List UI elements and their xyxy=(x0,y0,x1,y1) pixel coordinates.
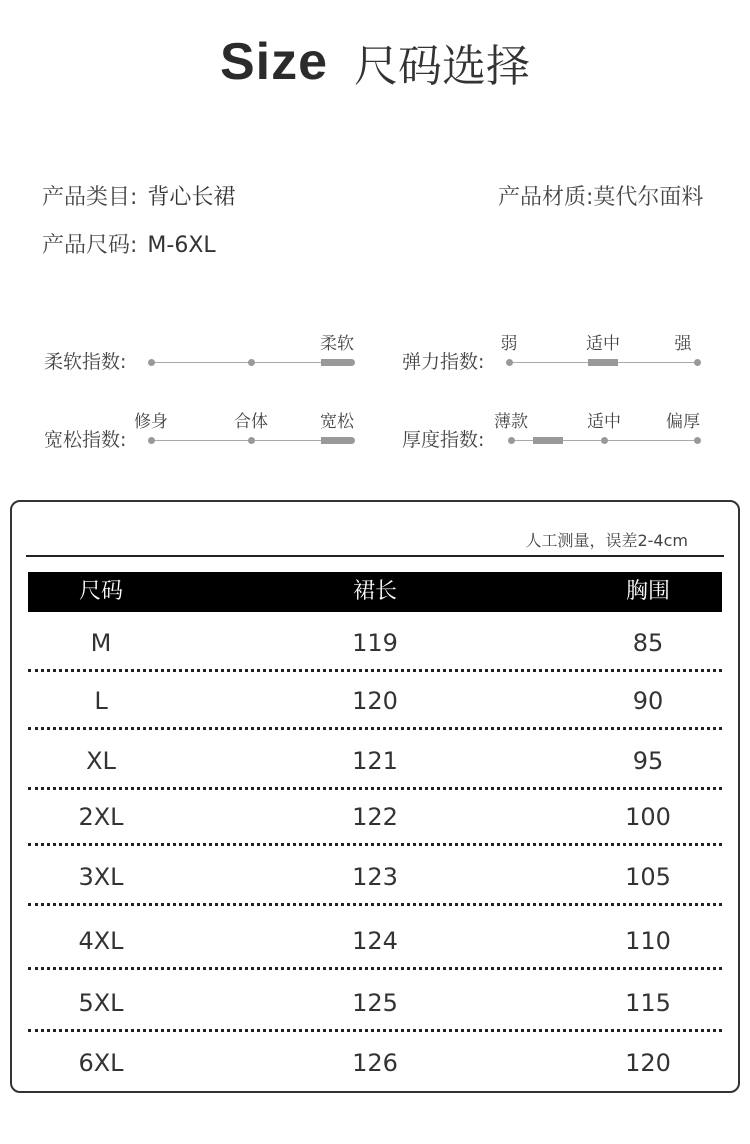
cell-length: 126 xyxy=(352,1049,398,1077)
measurement-note: 人工测量，误差2-4cm xyxy=(525,531,688,550)
table-row xyxy=(28,614,722,672)
scale-tick-label: 强 xyxy=(674,334,692,354)
cell-length: 124 xyxy=(352,927,398,955)
scale-dot xyxy=(694,359,701,366)
product-size-value: M-6XL xyxy=(147,233,216,258)
scale-tick-label: 弱 xyxy=(500,334,518,354)
scale-tick-label: 合体 xyxy=(234,412,268,432)
cell-bust: 90 xyxy=(632,687,664,715)
cell-size: 4XL xyxy=(78,927,124,955)
cell-bust: 120 xyxy=(625,1049,671,1077)
scale-tick-label: 宽松 xyxy=(320,412,354,432)
scale-selected-marker xyxy=(533,437,563,444)
fit-index-label: 宽松指数: xyxy=(44,429,127,451)
cell-size: 5XL xyxy=(78,989,124,1017)
cell-length: 121 xyxy=(352,747,398,775)
elasticity-index-scale xyxy=(500,329,697,389)
scale-selected-marker xyxy=(321,359,351,366)
scale-dot xyxy=(694,437,701,444)
cell-bust: 105 xyxy=(625,863,671,891)
cell-size: L xyxy=(94,687,108,715)
cell-bust: 100 xyxy=(625,803,671,831)
scale-tick-label: 修身 xyxy=(134,412,168,432)
scale-selected-marker xyxy=(588,359,618,366)
page-title xyxy=(0,30,750,94)
table-row xyxy=(28,848,722,906)
scale-tick-label: 柔软 xyxy=(320,334,354,354)
header-size: 尺码 xyxy=(78,579,123,604)
scale-selected-marker xyxy=(321,437,351,444)
scale-dot xyxy=(148,359,155,366)
cell-bust: 95 xyxy=(632,747,664,775)
cell-length: 122 xyxy=(352,803,398,831)
cell-bust: 85 xyxy=(632,629,664,657)
cell-length: 120 xyxy=(352,687,398,715)
scale-dot xyxy=(248,359,255,366)
table-header xyxy=(28,572,722,612)
scale-tick-label: 适中 xyxy=(587,412,621,432)
cell-length: 123 xyxy=(352,863,398,891)
softness-index-scale xyxy=(151,329,354,389)
scale-dot xyxy=(506,359,513,366)
product-category xyxy=(42,180,235,211)
cell-length: 125 xyxy=(352,989,398,1017)
fit-index-scale xyxy=(134,407,354,467)
product-material-text: 产品材质:莫代尔面料 xyxy=(498,185,704,210)
table-row xyxy=(28,974,722,1032)
table-row xyxy=(28,912,722,970)
title-chinese: 尺码选择 xyxy=(354,41,531,92)
divider xyxy=(26,555,724,557)
elasticity-index-label: 弹力指数: xyxy=(402,351,485,373)
cell-bust: 115 xyxy=(625,989,671,1017)
product-material xyxy=(498,180,703,211)
scale-dot xyxy=(601,437,608,444)
size-table xyxy=(10,500,740,1093)
product-size-label: 产品尺码: xyxy=(42,233,138,258)
cell-length: 119 xyxy=(352,629,398,657)
thickness-index-scale xyxy=(494,407,700,467)
table-row xyxy=(28,1034,722,1092)
cell-bust: 110 xyxy=(625,927,671,955)
scale-tick-label: 薄款 xyxy=(494,412,528,432)
thickness-index-label: 厚度指数: xyxy=(402,429,485,451)
cell-size: M xyxy=(90,629,112,657)
scale-dot xyxy=(248,437,255,444)
header-length: 裙长 xyxy=(352,579,397,604)
scale-tick-label: 适中 xyxy=(586,334,620,354)
cell-size: 3XL xyxy=(78,863,124,891)
table-row xyxy=(28,732,722,790)
cell-size: 6XL xyxy=(78,1049,124,1077)
scale-dot xyxy=(148,437,155,444)
scale-dot xyxy=(508,437,515,444)
product-category-value: 背心长裙 xyxy=(147,185,236,210)
header-bust: 胸围 xyxy=(625,579,670,604)
table-row xyxy=(28,788,722,846)
product-size xyxy=(42,228,216,259)
cell-size: XL xyxy=(86,747,116,775)
table-row xyxy=(28,672,722,730)
product-category-label: 产品类目: xyxy=(42,185,138,210)
softness-index-label: 柔软指数: xyxy=(44,351,127,373)
scale-tick-label: 偏厚 xyxy=(666,412,700,432)
cell-size: 2XL xyxy=(78,803,124,831)
title-english: Size xyxy=(219,33,329,91)
